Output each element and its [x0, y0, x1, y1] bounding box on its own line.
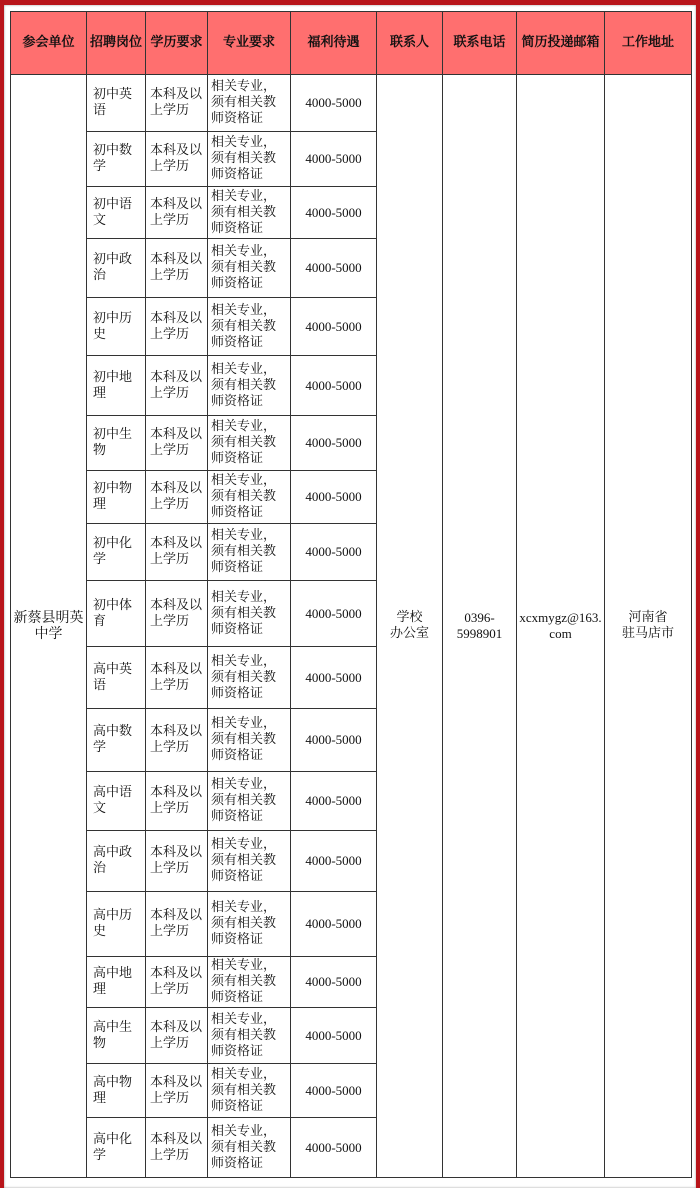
salary-cell: 4000-5000 — [291, 831, 377, 892]
email-cell: xcxmygz@163. com — [517, 75, 605, 1178]
major-cell: 相关专业，须有相关教师资格证 — [208, 416, 291, 471]
salary-cell: 4000-5000 — [291, 239, 377, 298]
salary-cell: 4000-5000 — [291, 356, 377, 416]
salary-cell: 4000-5000 — [291, 524, 377, 581]
education-cell: 本科及以上学历 — [146, 471, 208, 524]
education-cell: 本科及以上学历 — [146, 132, 208, 187]
position-cell: 初中政治 — [87, 239, 146, 298]
recruitment-table — [10, 11, 692, 1178]
education-cell: 本科及以上学历 — [146, 1118, 208, 1178]
major-cell: 相关专业，须有相关教师资格证 — [208, 581, 291, 647]
salary-cell: 4000-5000 — [291, 1008, 377, 1064]
position-cell: 高中语文 — [87, 772, 146, 831]
education-cell: 本科及以上学历 — [146, 524, 208, 581]
position-cell: 高中物理 — [87, 1064, 146, 1118]
position-cell: 初中化学 — [87, 524, 146, 581]
header-education: 学历要求 — [146, 12, 208, 75]
position-cell: 初中物理 — [87, 471, 146, 524]
salary-cell: 4000-5000 — [291, 709, 377, 772]
contact-cell: 学校 办公室 — [377, 75, 443, 1178]
salary-cell: 4000-5000 — [291, 1118, 377, 1178]
major-cell: 相关专业，须有相关教师资格证 — [208, 1008, 291, 1064]
salary-cell: 4000-5000 — [291, 772, 377, 831]
position-cell: 高中生物 — [87, 1008, 146, 1064]
table-row — [11, 75, 692, 132]
position-cell: 初中英语 — [87, 75, 146, 132]
header-email: 简历投递邮箱 — [517, 12, 605, 75]
position-cell: 高中英语 — [87, 647, 146, 709]
major-cell: 相关专业，须有相关教师资格证 — [208, 709, 291, 772]
major-cell: 相关专业，须有相关教师资格证 — [208, 75, 291, 132]
education-cell: 本科及以上学历 — [146, 187, 208, 239]
major-cell: 相关专业，须有相关教师资格证 — [208, 187, 291, 239]
salary-cell: 4000-5000 — [291, 581, 377, 647]
position-cell: 初中地理 — [87, 356, 146, 416]
major-cell: 相关专业，须有相关教师资格证 — [208, 831, 291, 892]
major-cell: 相关专业，须有相关教师资格证 — [208, 132, 291, 187]
education-cell: 本科及以上学历 — [146, 75, 208, 132]
document-frame — [4, 5, 696, 1188]
major-cell: 相关专业，须有相关教师资格证 — [208, 356, 291, 416]
major-cell: 相关专业，须有相关教师资格证 — [208, 957, 291, 1008]
header-phone: 联系电话 — [443, 12, 517, 75]
salary-cell: 4000-5000 — [291, 132, 377, 187]
position-cell: 初中历史 — [87, 298, 146, 356]
table-body — [11, 75, 692, 1178]
header-unit: 参会单位 — [11, 12, 87, 75]
header-salary: 福利待遇 — [291, 12, 377, 75]
header-address: 工作地址 — [605, 12, 692, 75]
education-cell: 本科及以上学历 — [146, 581, 208, 647]
salary-cell: 4000-5000 — [291, 75, 377, 132]
position-cell: 高中地理 — [87, 957, 146, 1008]
education-cell: 本科及以上学历 — [146, 892, 208, 957]
table-header-row — [11, 12, 692, 75]
position-cell: 初中生物 — [87, 416, 146, 471]
position-cell: 初中语文 — [87, 187, 146, 239]
major-cell: 相关专业，须有相关教师资格证 — [208, 239, 291, 298]
major-cell: 相关专业，须有相关教师资格证 — [208, 772, 291, 831]
salary-cell: 4000-5000 — [291, 647, 377, 709]
salary-cell: 4000-5000 — [291, 471, 377, 524]
major-cell: 相关专业，须有相关教师资格证 — [208, 298, 291, 356]
education-cell: 本科及以上学历 — [146, 709, 208, 772]
salary-cell: 4000-5000 — [291, 187, 377, 239]
education-cell: 本科及以上学历 — [146, 298, 208, 356]
position-cell: 高中数学 — [87, 709, 146, 772]
position-cell: 高中历史 — [87, 892, 146, 957]
school-name: 新蔡县明英中学 — [11, 75, 87, 1178]
position-cell: 初中数学 — [87, 132, 146, 187]
salary-cell: 4000-5000 — [291, 957, 377, 1008]
header-contact: 联系人 — [377, 12, 443, 75]
education-cell: 本科及以上学历 — [146, 239, 208, 298]
major-cell: 相关专业，须有相关教师资格证 — [208, 1064, 291, 1118]
address-cell: 河南省 驻马店市 — [605, 75, 692, 1178]
salary-cell: 4000-5000 — [291, 1064, 377, 1118]
position-cell: 高中化学 — [87, 1118, 146, 1178]
education-cell: 本科及以上学历 — [146, 772, 208, 831]
education-cell: 本科及以上学历 — [146, 647, 208, 709]
position-cell: 高中政治 — [87, 831, 146, 892]
phone-cell: 0396- 5998901 — [443, 75, 517, 1178]
education-cell: 本科及以上学历 — [146, 957, 208, 1008]
education-cell: 本科及以上学历 — [146, 1008, 208, 1064]
major-cell: 相关专业，须有相关教师资格证 — [208, 647, 291, 709]
education-cell: 本科及以上学历 — [146, 831, 208, 892]
header-major: 专业要求 — [208, 12, 291, 75]
major-cell: 相关专业，须有相关教师资格证 — [208, 524, 291, 581]
education-cell: 本科及以上学历 — [146, 1064, 208, 1118]
major-cell: 相关专业，须有相关教师资格证 — [208, 892, 291, 957]
salary-cell: 4000-5000 — [291, 892, 377, 957]
education-cell: 本科及以上学历 — [146, 356, 208, 416]
salary-cell: 4000-5000 — [291, 298, 377, 356]
education-cell: 本科及以上学历 — [146, 416, 208, 471]
major-cell: 相关专业，须有相关教师资格证 — [208, 471, 291, 524]
major-cell: 相关专业，须有相关教师资格证 — [208, 1118, 291, 1178]
salary-cell: 4000-5000 — [291, 416, 377, 471]
header-position: 招聘岗位 — [87, 12, 146, 75]
position-cell: 初中体育 — [87, 581, 146, 647]
